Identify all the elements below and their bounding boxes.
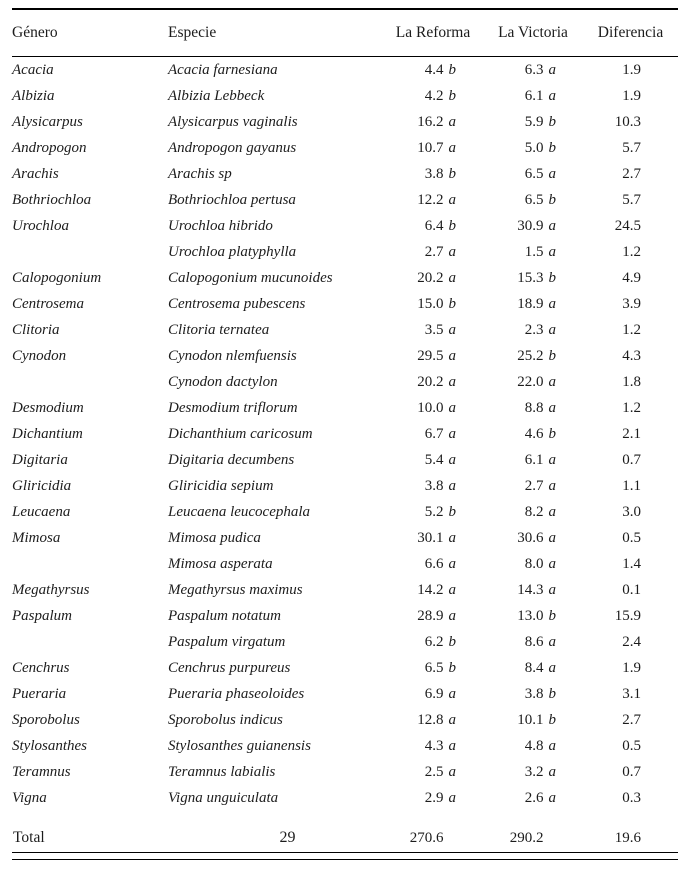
la-reforma-value: 3.5 a	[424, 321, 456, 338]
species-cell: Calopogonium mucunoides	[168, 269, 333, 286]
table-row	[12, 759, 678, 785]
genus-cell: Centrosema	[12, 295, 84, 312]
genus-cell: Dichantium	[12, 425, 83, 442]
col-header-la-victoria: La Victoria	[483, 9, 583, 57]
la-reforma-value: 20.2 a	[417, 373, 456, 390]
table-row	[12, 655, 678, 681]
genus-cell	[12, 551, 168, 577]
table-row	[12, 369, 678, 395]
genus-cell: Arachis	[12, 165, 59, 182]
la-reforma-value: 4.2 b	[424, 87, 456, 104]
la-victoria-value: 25.2 b	[517, 347, 556, 364]
diferencia-value: 2.1	[622, 425, 641, 442]
la-reforma-value: 2.5 a	[424, 763, 456, 780]
total-species-count: 29	[168, 811, 383, 853]
la-victoria-value: 18.9 a	[517, 295, 556, 312]
diferencia-value: 1.2	[622, 399, 641, 416]
la-victoria-value: 30.9 a	[517, 217, 556, 234]
la-victoria-value: 6.1 a	[524, 451, 556, 468]
genus-cell: Desmodium	[12, 399, 84, 416]
la-reforma-value: 30.1 a	[417, 529, 456, 546]
table-bottom-rule	[12, 859, 678, 860]
la-reforma-value: 12.8 a	[417, 711, 456, 728]
total-diferencia: 19.6	[583, 811, 678, 853]
table-row	[12, 707, 678, 733]
la-reforma-value: 2.7 a	[424, 243, 456, 260]
la-reforma-value: 6.5 b	[424, 659, 456, 676]
diferencia-value: 1.9	[622, 61, 641, 78]
diferencia-value: 0.7	[622, 763, 641, 780]
table-row	[12, 343, 678, 369]
diferencia-value: 1.2	[622, 321, 641, 338]
la-reforma-value: 10.7 a	[417, 139, 456, 156]
diferencia-value: 0.5	[622, 529, 641, 546]
genus-cell: Cenchrus	[12, 659, 70, 676]
diferencia-value: 1.1	[622, 477, 641, 494]
genus-cell: Digitaria	[12, 451, 68, 468]
diferencia-value: 0.7	[622, 451, 641, 468]
table-row	[12, 551, 678, 577]
table-row	[12, 421, 678, 447]
diferencia-value: 1.8	[622, 373, 641, 390]
la-victoria-value: 22.0 a	[517, 373, 556, 390]
species-cell: Acacia farnesiana	[168, 61, 278, 78]
la-reforma-value: 6.2 b	[424, 633, 456, 650]
la-victoria-value: 5.9 b	[524, 113, 556, 130]
genus-cell	[12, 239, 168, 265]
la-victoria-value: 8.4 a	[524, 659, 556, 676]
species-cell: Urochloa platyphylla	[168, 243, 297, 260]
species-cell: Teramnus labialis	[168, 763, 276, 780]
species-cell: Albizia Lebbeck	[168, 87, 265, 104]
la-reforma-value: 3.8 a	[424, 477, 456, 494]
species-cell: Mimosa pudica	[168, 529, 261, 546]
species-cell: Desmodium triflorum	[168, 399, 298, 416]
species-cell: Bothriochloa pertusa	[168, 191, 296, 208]
la-victoria-value: 5.0 b	[524, 139, 556, 156]
table-row	[12, 499, 678, 525]
table-row	[12, 265, 678, 291]
diferencia-value: 0.1	[622, 581, 641, 598]
diferencia-value: 2.4	[622, 633, 641, 650]
species-cell: Leucaena leucocephala	[168, 503, 311, 520]
table-body	[12, 57, 678, 812]
genus-cell: Leucaena	[12, 503, 71, 520]
table-row	[12, 447, 678, 473]
la-victoria-value: 2.7 a	[524, 477, 556, 494]
table-row	[12, 187, 678, 213]
diferencia-value: 2.7	[622, 165, 641, 182]
species-cell: Vigna unguiculata	[168, 789, 279, 806]
table-row	[12, 603, 678, 629]
table-row	[12, 577, 678, 603]
la-reforma-value: 3.8 b	[424, 165, 456, 182]
table-row	[12, 83, 678, 109]
species-cell: Centrosema pubescens	[168, 295, 306, 312]
la-victoria-value: 4.6 b	[524, 425, 556, 442]
la-victoria-value: 30.6 a	[517, 529, 556, 546]
header-row	[12, 9, 678, 57]
la-reforma-value: 10.0 a	[417, 399, 456, 416]
genus-cell: Teramnus	[12, 763, 71, 780]
la-victoria-value: 6.1 a	[524, 87, 556, 104]
species-cell: Alysicarpus vaginalis	[168, 113, 298, 130]
genus-cell	[12, 629, 168, 655]
diferencia-value: 1.9	[622, 87, 641, 104]
la-victoria-value: 8.2 a	[524, 503, 556, 520]
species-cell: Cynodon dactylon	[168, 373, 278, 390]
genus-cell: Pueraria	[12, 685, 67, 702]
species-cell: Gliricidia sepium	[168, 477, 274, 494]
species-cell: Mimosa asperata	[168, 555, 273, 572]
species-cell: Dichanthium caricosum	[168, 425, 313, 442]
genus-cell: Cynodon	[12, 347, 67, 364]
la-victoria-value: 3.2 a	[524, 763, 556, 780]
genus-cell: Sporobolus	[12, 711, 80, 728]
diferencia-value: 5.7	[622, 139, 641, 156]
diferencia-value: 10.3	[614, 113, 641, 130]
la-reforma-value: 6.7 a	[424, 425, 456, 442]
la-victoria-value: 13.0 b	[517, 607, 556, 624]
genus-cell: Paspalum	[12, 607, 72, 624]
la-reforma-value: 14.2 a	[417, 581, 456, 598]
species-cell: Paspalum notatum	[168, 607, 281, 624]
la-reforma-value: 5.4 a	[424, 451, 456, 468]
col-header-diferencia: Diferencia	[583, 9, 678, 57]
genus-cell: Alysicarpus	[12, 113, 83, 130]
table-row	[12, 733, 678, 759]
la-reforma-value: 2.9 a	[424, 789, 456, 806]
species-cell: Paspalum virgatum	[168, 633, 286, 650]
table-header	[12, 9, 678, 57]
table-row	[12, 785, 678, 811]
total-reforma: 270.6	[383, 811, 483, 853]
la-reforma-value: 4.4 b	[424, 61, 456, 78]
la-victoria-value: 6.5 a	[524, 165, 556, 182]
la-victoria-value: 8.6 a	[524, 633, 556, 650]
total-victoria: 290.2	[483, 811, 583, 853]
table-row	[12, 161, 678, 187]
la-reforma-value: 16.2 a	[417, 113, 456, 130]
diferencia-value: 2.7	[622, 711, 641, 728]
genus-cell: Megathyrsus	[12, 581, 90, 598]
la-victoria-value: 4.8 a	[524, 737, 556, 754]
diferencia-value: 4.9	[622, 269, 641, 286]
la-victoria-value: 2.3 a	[524, 321, 556, 338]
la-victoria-value: 15.3 b	[517, 269, 556, 286]
diferencia-value: 3.9	[622, 295, 641, 312]
col-header-especie: Especie	[168, 9, 383, 57]
la-victoria-value: 14.3 a	[517, 581, 556, 598]
species-cell: Digitaria decumbens	[168, 451, 295, 468]
la-victoria-value: 3.8 b	[524, 685, 556, 702]
la-victoria-value: 1.5 a	[524, 243, 556, 260]
table-row	[12, 213, 678, 239]
genus-cell	[12, 369, 168, 395]
diferencia-value: 1.9	[622, 659, 641, 676]
genus-cell: Stylosanthes	[12, 737, 87, 754]
la-reforma-value: 15.0 b	[417, 295, 456, 312]
species-cell: Sporobolus indicus	[168, 711, 283, 728]
la-reforma-value: 20.2 a	[417, 269, 456, 286]
col-header-la-reforma: La Reforma	[383, 9, 483, 57]
table-footer	[12, 811, 678, 853]
diferencia-value: 0.3	[622, 789, 641, 806]
diferencia-value: 3.1	[622, 685, 641, 702]
diferencia-value: 15.9	[614, 607, 641, 624]
species-cell: Andropogon gayanus	[168, 139, 297, 156]
genus-cell: Andropogon	[12, 139, 87, 156]
diferencia-value: 0.5	[622, 737, 641, 754]
table-row	[12, 525, 678, 551]
la-reforma-value: 5.2 b	[424, 503, 456, 520]
table-row	[12, 681, 678, 707]
table-row	[12, 57, 678, 84]
diferencia-value: 1.2	[622, 243, 641, 260]
table-row	[12, 395, 678, 421]
table-row	[12, 317, 678, 343]
la-reforma-value: 6.4 b	[424, 217, 456, 234]
la-victoria-value: 8.8 a	[524, 399, 556, 416]
table-row	[12, 109, 678, 135]
species-cell: Megathyrsus maximus	[168, 581, 303, 598]
species-cell: Pueraria phaseoloides	[168, 685, 305, 702]
la-victoria-value: 6.5 b	[524, 191, 556, 208]
la-reforma-value: 28.9 a	[417, 607, 456, 624]
species-comparison-table	[12, 8, 678, 853]
la-victoria-value: 2.6 a	[524, 789, 556, 806]
total-label: Total	[12, 811, 168, 853]
species-cell: Clitoria ternatea	[168, 321, 270, 338]
diferencia-value: 1.4	[622, 555, 641, 572]
table-row	[12, 239, 678, 265]
table-row	[12, 473, 678, 499]
diferencia-value: 4.3	[622, 347, 641, 364]
la-reforma-value: 6.9 a	[424, 685, 456, 702]
genus-cell: Mimosa	[12, 529, 61, 546]
table-row	[12, 629, 678, 655]
diferencia-value: 24.5	[614, 217, 641, 234]
genus-cell: Clitoria	[12, 321, 60, 338]
genus-cell: Calopogonium	[12, 269, 102, 286]
genus-cell: Bothriochloa	[12, 191, 92, 208]
species-cell: Arachis sp	[168, 165, 232, 182]
la-victoria-value: 8.0 a	[524, 555, 556, 572]
la-reforma-value: 12.2 a	[417, 191, 456, 208]
genus-cell: Acacia	[12, 61, 54, 78]
diferencia-value: 5.7	[622, 191, 641, 208]
genus-cell: Gliricidia	[12, 477, 72, 494]
species-cell: Urochloa hibrido	[168, 217, 273, 234]
la-victoria-value: 10.1 b	[517, 711, 556, 728]
la-reforma-value: 6.6 a	[424, 555, 456, 572]
diferencia-value: 3.0	[622, 503, 641, 520]
species-cell: Cenchrus purpureus	[168, 659, 291, 676]
table-row	[12, 291, 678, 317]
la-reforma-value: 4.3 a	[424, 737, 456, 754]
genus-cell: Urochloa	[12, 217, 69, 234]
col-header-genero: Género	[12, 9, 168, 57]
species-cell: Stylosanthes guianensis	[168, 737, 311, 754]
la-reforma-value: 29.5 a	[417, 347, 456, 364]
species-cell: Cynodon nlemfuensis	[168, 347, 297, 364]
la-victoria-value: 6.3 a	[524, 61, 556, 78]
genus-cell: Albizia	[12, 87, 55, 104]
table-row	[12, 135, 678, 161]
genus-cell: Vigna	[12, 789, 47, 806]
total-row	[12, 811, 678, 853]
